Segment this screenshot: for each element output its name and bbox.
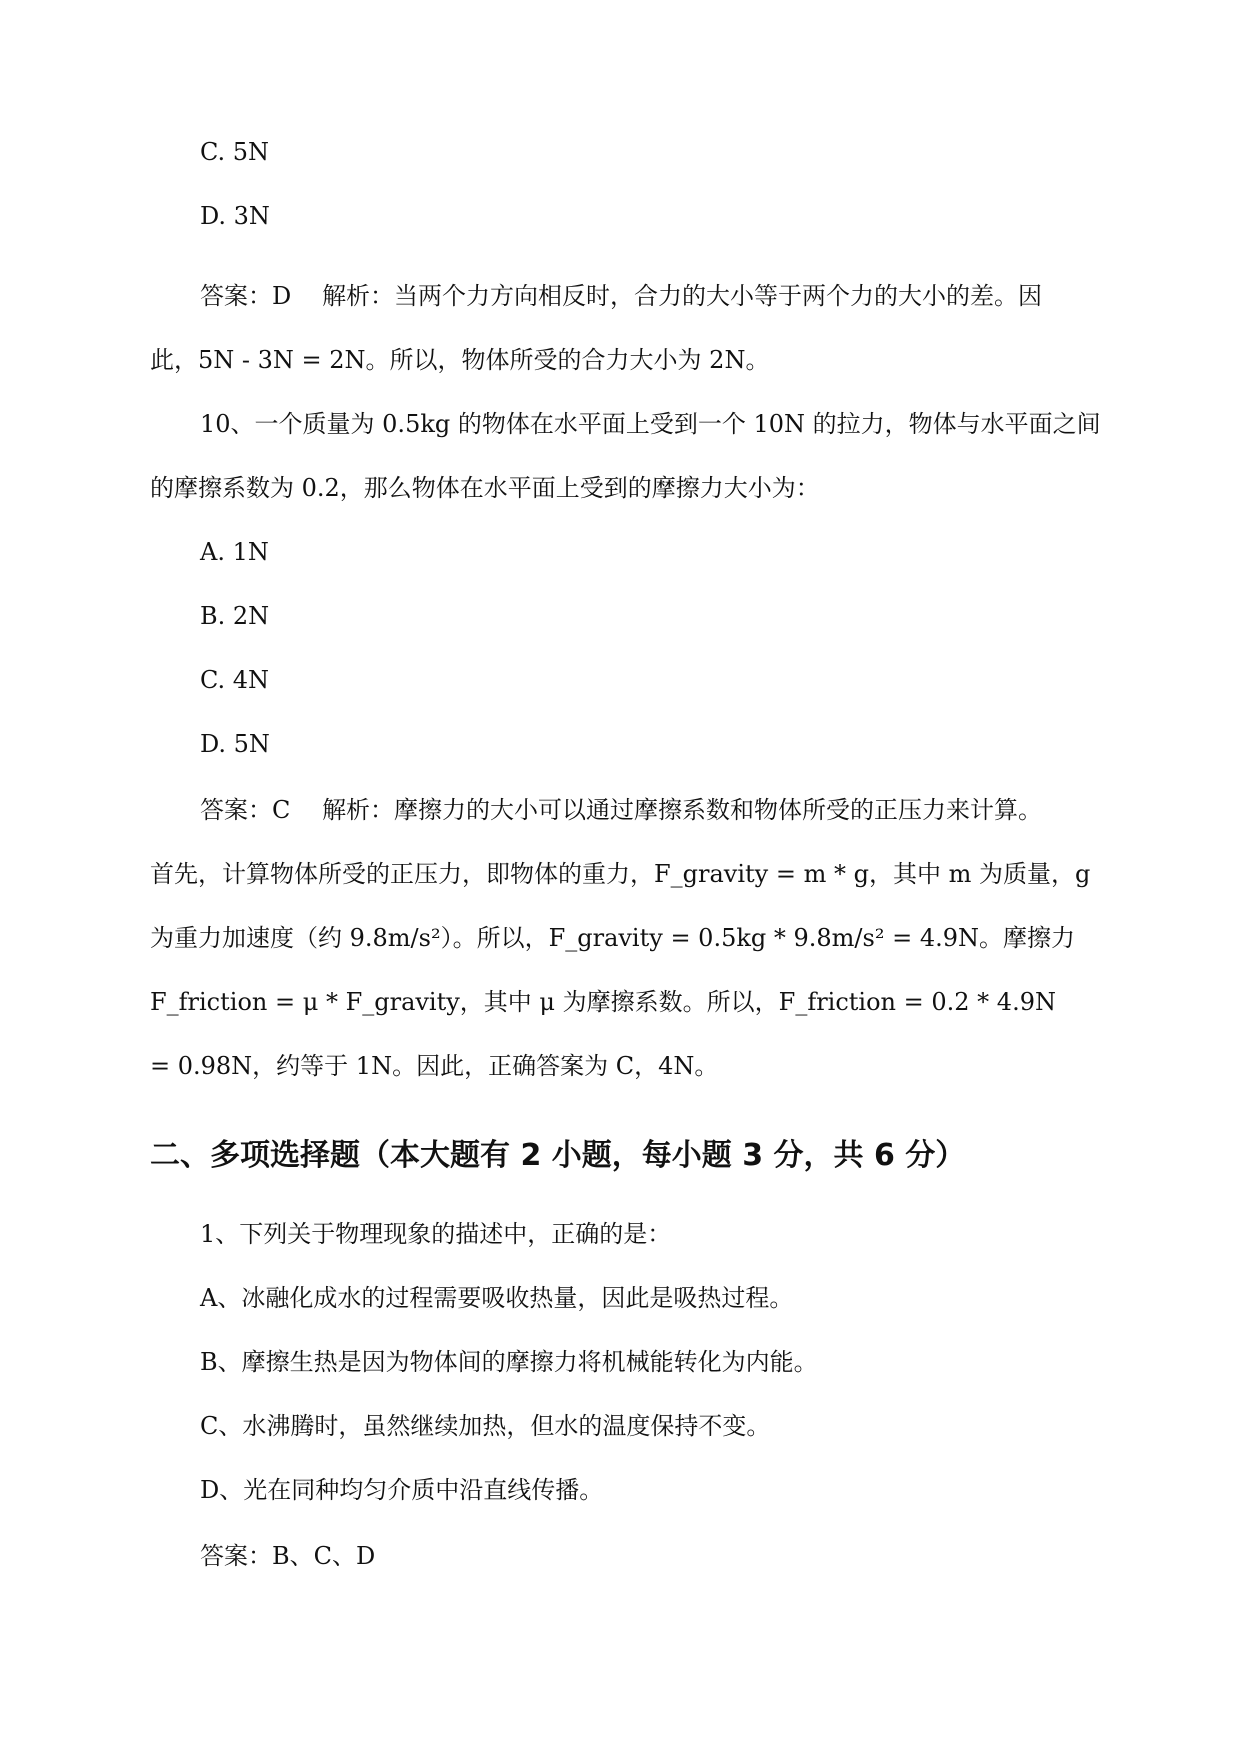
answer-q10-line5: = 0.98N，约等于 1N。因此，正确答案为 C，4N。 [150,1052,719,1080]
answer-q9-line2: 此，5N - 3N = 2N。所以，物体所受的合力大小为 2N。 [150,346,770,374]
answer-q9-line1: 答案：D 解析：当两个力方向相反时，合力的大小等于两个力的大小的差。因 [200,282,1043,310]
option-d-q1: D、光在同种均匀介质中沿直线传播。 [200,1476,604,1504]
option-b-q10: B. 2N [200,602,270,630]
option-c-q10: C. 4N [200,666,270,694]
option-c-q9: C. 5N [200,138,270,166]
question-1: 1、下列关于物理现象的描述中，正确的是： [200,1220,672,1248]
option-b-q1: B、摩擦生热是因为物体间的摩擦力将机械能转化为内能。 [200,1348,818,1376]
option-c-q1: C、水沸腾时，虽然继续加热，但水的温度保持不变。 [200,1412,771,1440]
option-d-q9: D. 3N [200,202,270,230]
answer-q10-line2: 首先，计算物体所受的正压力，即物体的重力，F_gravity = m * g，其中 m 为质量，g [150,860,1091,888]
question-10-line2: 的摩擦系数为 0.2，那么物体在水平面上受到的摩擦力大小为： [150,474,820,502]
answer-q1: 答案：B、C、D [200,1542,376,1570]
answer-q10-line1: 答案：C 解析：摩擦力的大小可以通过摩擦系数和物体所受的正压力来计算。 [200,796,1043,824]
section-heading: 二、多项选择题（本大题有 2 小题，每小题 3 分，共 6 分） [150,1138,966,1173]
option-a-q1: A、冰融化成水的过程需要吸收热量，因此是吸热过程。 [200,1284,794,1312]
option-d-q10: D. 5N [200,730,270,758]
answer-q10-line4: F_friction = μ * F_gravity，其中 μ 为摩擦系数。所以，F_friction = 0.2 * 4.9N [150,988,1056,1016]
answer-q10-line3: 为重力加速度（约 9.8m/s²）。所以，F_gravity = 0.5kg * 9.8m/s² = 4.9N。摩擦力 [150,924,1075,952]
option-a-q10: A. 1N [200,538,269,566]
question-10-line1: 10、一个质量为 0.5kg 的物体在水平面上受到一个 10N 的拉力，物体与水平面之间 [200,410,1101,438]
